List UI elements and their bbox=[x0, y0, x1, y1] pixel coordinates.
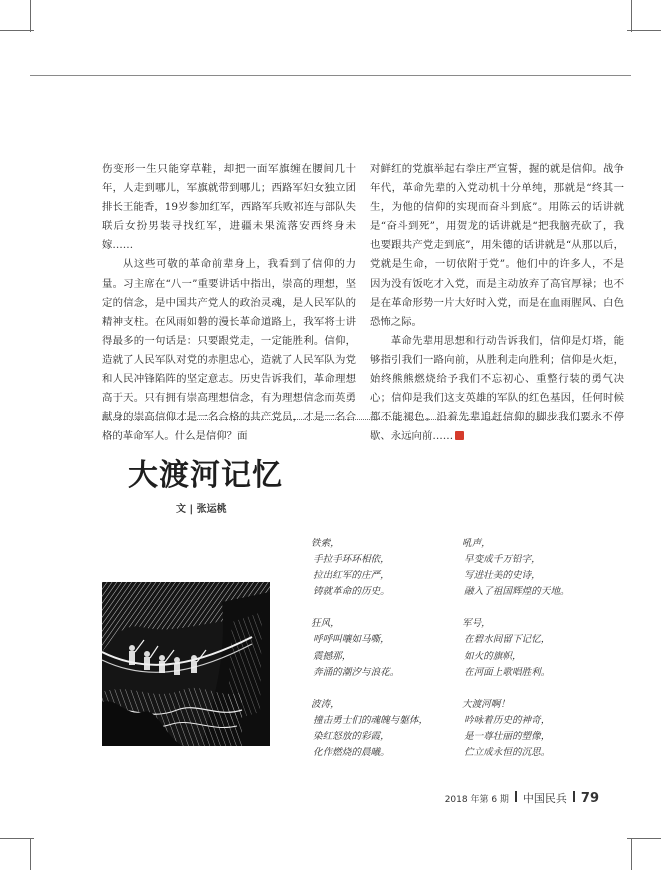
article-column-left bbox=[102, 160, 356, 446]
crop-mark-top-left-v bbox=[30, 0, 31, 32]
poem-line: 军号， bbox=[462, 618, 491, 630]
poem-line: 震撼那， bbox=[313, 650, 352, 662]
poem-line: 铸就革命的历史。 bbox=[313, 586, 390, 598]
poem-line: 染红怒放的彩霞， bbox=[313, 730, 390, 742]
poem-line: 写进壮美的史诗， bbox=[464, 570, 541, 582]
crop-mark-top-right-v bbox=[631, 0, 632, 32]
poem-line: 撞击勇士们的魂魄与躯体， bbox=[313, 714, 429, 726]
page-number: 79 bbox=[580, 791, 599, 806]
poem-line: 早变成千万铅字， bbox=[464, 554, 541, 566]
issue-label: 2018 年第 6 期 bbox=[444, 795, 509, 805]
poem-stanza bbox=[311, 536, 428, 600]
poem-line: 吼声， bbox=[462, 538, 491, 549]
woodcut-illustration bbox=[102, 582, 270, 746]
poem-stanza bbox=[462, 697, 570, 761]
poem-stanza bbox=[462, 616, 570, 680]
folio-separator bbox=[573, 791, 575, 802]
poem-line: 如火的旗帜， bbox=[464, 650, 522, 662]
crop-mark-top-right-h bbox=[627, 30, 661, 31]
crop-mark-bottom-left-v bbox=[30, 838, 31, 870]
poem-line: 波涛， bbox=[311, 698, 340, 710]
crop-mark-bottom-right-v bbox=[631, 838, 632, 870]
poem-column-right bbox=[462, 536, 570, 777]
woodcut-image bbox=[102, 582, 270, 746]
poem-line: 吟咏着历史的神奇， bbox=[464, 714, 551, 726]
folio-separator bbox=[515, 791, 517, 802]
poem-line: 在河面上歌唱胜利。 bbox=[464, 666, 551, 678]
paragraph-text: 革命先辈用思想和行动告诉我们，信仰是灯塔，能够指引我们一路向前，从胜利走向胜利；信仰是火炬，始终熊熊燃烧给予我们不忘初心、重整行装的勇气决心；信仰是我们这支英雄的军队的红色基因，任何时候都不能褪色。沿着先辈追赶信仰的脚步我们要永不停歇、永远向前…… bbox=[370, 334, 624, 443]
poem-title: 大渡河记忆 bbox=[128, 458, 283, 493]
header-rule bbox=[30, 75, 631, 76]
poem-line: 奔涌的潮汐与浪花。 bbox=[313, 666, 400, 678]
poem-line: 在碧水间留下记忆， bbox=[464, 634, 551, 646]
poem-line: 融入了祖国辉煌的天地。 bbox=[464, 586, 570, 598]
poem-stanza bbox=[311, 616, 428, 680]
poem-line: 呼呼叫嚷如马嘶， bbox=[313, 634, 390, 646]
poem-line: 铁索， bbox=[311, 538, 340, 549]
paragraph: 伤变形一生只能穿草鞋，却把一面军旗缠在腰间几十年，人走到哪儿，军旗就带到哪儿；西路军妇女独立团排长王能香，19岁参加红军，西路军兵败祁连与部队失联后女扮男装寻找红军，进疆未果流落安西终身未嫁…… bbox=[102, 163, 356, 252]
paragraph: 从这些可敬的革命前辈身上，我看到了信仰的力量。习主席在“八一”重要讲话中指出，崇高的理想，坚定的信念，是中国共产党人的政治灵魂，是人民军队的精神支柱。在风雨如磐的漫长革命道路上，我军将士讲得最多的一句话是：只要跟党走，一定能胜利。信仰，造就了人民军队对党的赤胆忠心，造就了人民军队为党和人民冲锋陷阵的坚定意志。历史告诉我们，革命理想高于天。只有拥有崇高理想信念，有为理想信念而英勇献身的崇高信仰才是一名合格的共产党员，才是一名合格的革命军人。什么是信仰？面 bbox=[102, 258, 356, 443]
poem-stanza bbox=[311, 697, 428, 761]
poem-line: 拉出红军的庄严， bbox=[313, 570, 390, 582]
end-mark-icon bbox=[455, 431, 464, 440]
crop-mark-bottom-left-h bbox=[0, 838, 34, 839]
poem-line: 伫立成永恒的沉思。 bbox=[464, 747, 551, 759]
paragraph: 对鲜红的党旗举起右拳庄严宣誓，握的就是信仰。战争年代，革命先辈的入党动机十分单纯，那就是“终其一生，为他的信仰的实现而奋斗到底”。用陈云的话讲就是“奋斗到死”，用贺龙的话讲就是“把我脑壳砍了，我也要跟共产党走到底”，用朱德的话讲就是“从那以后，党就是生命，一切依附于党”。他们中的许多人，不是因为没有饭吃才入党，而是主动放弃了高官厚禄；也不是在革命形势一片大好时入党，而是在血雨腥风、白色恐怖之际。 bbox=[370, 163, 624, 328]
poem-line: 大渡河啊！ bbox=[462, 698, 510, 710]
section-divider bbox=[102, 419, 592, 420]
crop-mark-top-left-h bbox=[0, 30, 34, 31]
poem-line: 化作燃烧的晨曦。 bbox=[313, 747, 390, 759]
poem-line: 手拉手环环相依， bbox=[313, 554, 390, 566]
poem-line: 是一尊壮丽的塑像， bbox=[464, 730, 551, 742]
poem-byline: 文 | 张运桃 bbox=[176, 504, 227, 515]
poem-column-left bbox=[311, 536, 428, 777]
poem-stanza bbox=[462, 536, 570, 600]
page-folio bbox=[445, 790, 599, 806]
crop-mark-bottom-right-h bbox=[627, 838, 661, 839]
poem-line: 狂风， bbox=[311, 618, 340, 630]
magazine-name: 中国民兵 bbox=[522, 792, 567, 805]
paragraph bbox=[370, 332, 624, 447]
article-column-right bbox=[370, 160, 624, 446]
